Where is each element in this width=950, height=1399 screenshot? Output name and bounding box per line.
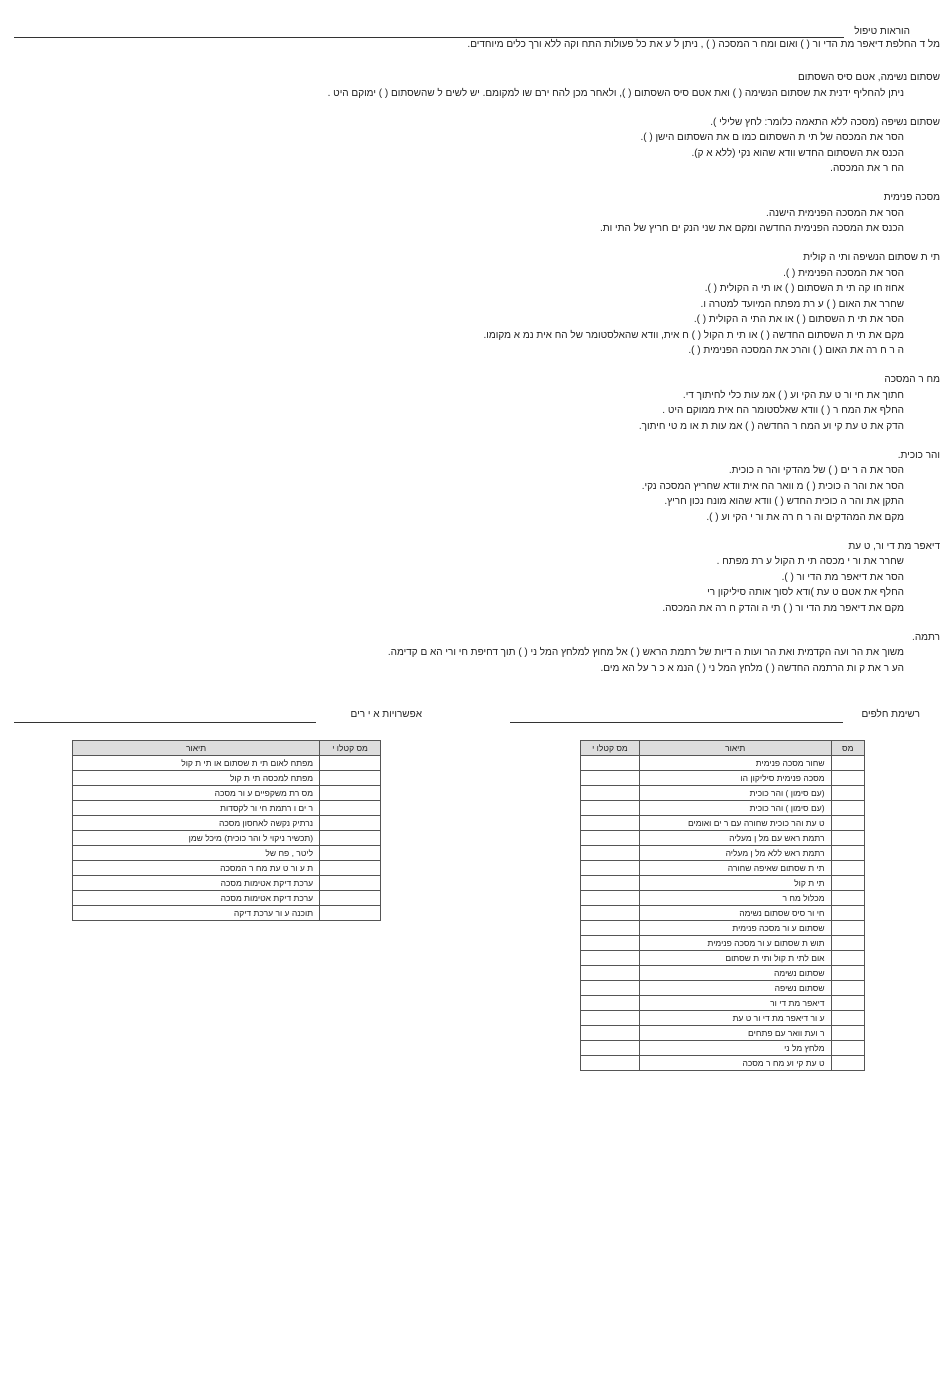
part-catalog-cell xyxy=(581,831,640,846)
table-row xyxy=(581,876,865,891)
part-catalog-cell xyxy=(581,786,640,801)
accessory-catalog-cell xyxy=(320,906,381,921)
accessory-catalog-cell xyxy=(320,816,381,831)
instruction-step: הח ר את המכסה. xyxy=(830,163,904,174)
part-description-cell: תי ת קול xyxy=(639,876,831,891)
part-description-cell: דיאפר מת די ור xyxy=(639,996,831,1011)
part-description-cell: שחור מסכה פנימית xyxy=(639,756,831,771)
accessory-catalog-cell xyxy=(320,756,381,771)
section-title: דיאפר מת די ור, ט עת xyxy=(848,540,940,552)
intro-text: מל ד החלפת דיאפר מת הדי ור ( ) ואום ומח ר המסכה ( ) , ניתן ל ע את כל פעולות התח וקה ללא ורך כלים מיוחדים. xyxy=(467,39,940,50)
part-catalog-cell xyxy=(581,966,640,981)
accessory-description-cell: מפתח למכסה תי ת קול xyxy=(73,771,320,786)
section-title: רתמה. xyxy=(912,631,940,643)
accessory-description-cell: מס רת משקפיים ע ור מסכה xyxy=(73,786,320,801)
part-number-cell xyxy=(831,936,864,951)
instruction-step: הסר את המסכה הפנימית הישנה. xyxy=(766,207,904,219)
table-row xyxy=(581,786,865,801)
part-number-cell xyxy=(831,861,864,876)
part-description-cell: שסתום נשימה xyxy=(639,966,831,981)
part-description-cell: רתמת ראש עם מל ן מעליה xyxy=(639,831,831,846)
part-number-cell xyxy=(831,1026,864,1041)
accessory-catalog-cell xyxy=(320,846,381,861)
table-row xyxy=(581,1011,865,1026)
part-number-cell xyxy=(831,831,864,846)
instruction-step: הכנס את השסתום החדש וודא שהוא נקי (ללא א ק). xyxy=(691,147,904,159)
part-number-cell xyxy=(831,1056,864,1071)
section-steps xyxy=(20,130,940,177)
part-description-cell: שסתום נשיפה xyxy=(639,981,831,996)
part-catalog-cell xyxy=(581,906,640,921)
accessory-description-cell: (תכשיר ניקוי ל והר כוכית) מיכל שמן xyxy=(73,831,320,846)
instruction-step: הסר את תי ת השסתום ( ) או את התי ה הקולית ( ). xyxy=(693,314,904,325)
accessory-catalog-cell xyxy=(320,876,381,891)
instruction-step: ניתן להחליף ידנית את שסתום הנשימה ( ) ואת אטם סיס השסתום ( ), ולאחר מכן להח ירם שו למקומם. יש לשים ל שהשסתום ( ) ימוקם היט . xyxy=(327,87,904,99)
table-row xyxy=(581,891,865,906)
part-catalog-cell xyxy=(581,756,640,771)
instruction-step: הסר את ה ר ים ( ) של מהדקי והר ה כוכית. xyxy=(728,465,904,476)
table-row xyxy=(581,801,865,816)
part-catalog-cell xyxy=(581,1056,640,1071)
part-number-cell xyxy=(831,876,864,891)
part-number-cell xyxy=(831,771,864,786)
part-number-cell xyxy=(831,756,864,771)
table-row xyxy=(73,801,381,816)
accessory-catalog-cell xyxy=(320,786,381,801)
section-steps xyxy=(20,463,940,525)
table-row xyxy=(581,996,865,1011)
accessory-catalog-cell xyxy=(320,861,381,876)
accessory-description-cell: ערכת דיקת אטימות מסכה xyxy=(73,876,320,891)
part-catalog-cell xyxy=(581,951,640,966)
accessories-header-desc: תיאור xyxy=(73,741,320,756)
part-number-cell xyxy=(831,891,864,906)
part-description-cell: אום לתי ת קול ותי ת שסתום xyxy=(639,951,831,966)
table-row xyxy=(73,861,381,876)
part-number-cell xyxy=(831,846,864,861)
table-row xyxy=(581,756,865,771)
part-number-cell xyxy=(831,981,864,996)
part-description-cell: חי ור סיס שסתום נשימה xyxy=(639,906,831,921)
instruction-step: הסר את המסכה הפנימית ( ). xyxy=(783,267,904,279)
instruction-section xyxy=(20,190,940,237)
table-row xyxy=(73,846,381,861)
accessory-description-cell: ת ע ור ט עת מח ר המסכה xyxy=(73,861,320,876)
accessories-title-rule xyxy=(14,722,316,723)
table-row xyxy=(73,786,381,801)
table-row xyxy=(73,831,381,846)
parts-header-row xyxy=(581,741,865,756)
accessory-description-cell: מפתח לאום תי ת שסתום או תי ת קול xyxy=(73,756,320,771)
table-row xyxy=(581,951,865,966)
table-row xyxy=(581,921,865,936)
accessories-header-row xyxy=(73,741,381,756)
table-row xyxy=(73,906,381,921)
part-description-cell: ע ור דיאפר מת די ור ט עת xyxy=(639,1011,831,1026)
part-description-cell: רתמת ראש ללא מל ן מעליה xyxy=(639,846,831,861)
part-catalog-cell xyxy=(581,771,640,786)
instruction-step: מקם את תי ת השסתום החדשה ( ) או תי ת הקול ( ) ח אית, וודא שהאלסטומר של הח אית נמ א מקומו. xyxy=(483,329,904,341)
parts-table-title: רשימת חלפים xyxy=(861,709,920,720)
part-catalog-cell xyxy=(581,846,640,861)
part-catalog-cell xyxy=(581,876,640,891)
part-catalog-cell xyxy=(581,801,640,816)
parts-header-catalog: מס קטלו י xyxy=(581,741,640,756)
instruction-step: הכנס את המסכה הפנימית החדשה ומקם את שני הנק ים חריץ של התי ות. xyxy=(599,223,904,234)
part-number-cell xyxy=(831,906,864,921)
accessory-description-cell: ערכת דיקת אטימות מסכה xyxy=(73,891,320,906)
table-row xyxy=(581,981,865,996)
part-description-cell: מסכה פנימית סיליקון הו xyxy=(639,771,831,786)
header-rule xyxy=(14,37,844,38)
section-title: שסתום נשיפה (מסכה ללא התאמה כלומר: לחץ שלילי ). xyxy=(710,116,940,128)
part-description-cell: ר ועת וואר עם פתחים xyxy=(639,1026,831,1041)
accessory-description-cell: תוכנה ע ור ערכת דיקה xyxy=(73,906,320,921)
parts-header-desc: תיאור xyxy=(639,741,831,756)
instruction-step: מקם את המהדקים וה ר ח רה את ור י הקי וע ( ). xyxy=(706,511,904,523)
table-row xyxy=(581,831,865,846)
part-description-cell: (עם סימון ) והר כוכית xyxy=(639,801,831,816)
table-row xyxy=(581,966,865,981)
part-catalog-cell xyxy=(581,1041,640,1056)
part-description-cell: תוש ת שסתום ע ור מסכה פנימית xyxy=(639,936,831,951)
part-number-cell xyxy=(831,921,864,936)
table-row xyxy=(581,906,865,921)
instruction-step: שחרר את האום ( ) ע רת מפתח המיועד למטרה ו. xyxy=(700,298,904,310)
section-title: והר כוכית. xyxy=(897,449,940,461)
accessory-description-cell: ליטר , פח של xyxy=(73,846,320,861)
part-number-cell xyxy=(831,816,864,831)
table-row xyxy=(581,1026,865,1041)
instruction-step: הסר את דיאפר מת הדי ור ( ). xyxy=(781,571,904,583)
table-row xyxy=(73,771,381,786)
part-description-cell: תי ת שסתום שאיפה שחורה xyxy=(639,861,831,876)
section-title: תי ת שסתום הנשיפה ותי ה קולית xyxy=(803,252,940,263)
instruction-section xyxy=(20,630,940,677)
part-catalog-cell xyxy=(581,1011,640,1026)
part-catalog-cell xyxy=(581,891,640,906)
document-title: הוראות טיפול xyxy=(854,26,910,37)
section-steps xyxy=(20,86,940,102)
part-catalog-cell xyxy=(581,996,640,1011)
accessory-catalog-cell xyxy=(320,771,381,786)
accessory-catalog-cell xyxy=(320,891,381,906)
part-catalog-cell xyxy=(581,936,640,951)
part-number-cell xyxy=(831,786,864,801)
table-row xyxy=(73,891,381,906)
part-catalog-cell xyxy=(581,921,640,936)
table-row xyxy=(581,846,865,861)
part-description-cell: (עם סימון ) והר כוכית xyxy=(639,786,831,801)
table-row xyxy=(73,816,381,831)
section-steps xyxy=(20,388,940,435)
instruction-step: החלף את אטם ט עת )ודא לסוך אותה סיליקון רי xyxy=(707,587,904,598)
part-description-cell: ט עת קי וע מח ר מסכה xyxy=(639,1056,831,1071)
part-description-cell: ט עת והר כוכית שחורה עם ר ים ואומים xyxy=(639,816,831,831)
table-row xyxy=(581,861,865,876)
accessory-catalog-cell xyxy=(320,831,381,846)
instruction-sections xyxy=(20,70,940,690)
instruction-section xyxy=(20,250,940,359)
section-steps xyxy=(20,645,940,676)
instruction-section xyxy=(20,115,940,177)
instruction-section xyxy=(20,448,940,526)
section-steps xyxy=(20,266,940,359)
part-description-cell: מכלול מח ר xyxy=(639,891,831,906)
accessories-header-catalog: מס קטלו י xyxy=(320,741,381,756)
instruction-step: חתוך את חי ור ט עת הקי וע ( ) אמ עות כלי לחיתוך די. xyxy=(682,389,904,401)
part-description-cell: שסתום ע ור מסכה פנימית xyxy=(639,921,831,936)
table-row xyxy=(581,816,865,831)
instruction-step: הסר את והר ה כוכית ( ) מ וואר הח אית וודא שחריץ המסכה נקי. xyxy=(641,480,904,492)
instruction-section xyxy=(20,372,940,434)
instruction-step: החלף את המח ר ( ) וודא שאלסטומר הח אית ממוקם היט . xyxy=(662,405,904,416)
part-catalog-cell xyxy=(581,1026,640,1041)
section-title: מסכה פנימית xyxy=(883,192,940,203)
table-row xyxy=(581,1056,865,1071)
part-number-cell xyxy=(831,951,864,966)
part-catalog-cell xyxy=(581,816,640,831)
part-number-cell xyxy=(831,966,864,981)
parts-title-rule xyxy=(510,722,843,723)
instruction-section xyxy=(20,539,940,617)
part-number-cell xyxy=(831,801,864,816)
table-row xyxy=(73,876,381,891)
part-catalog-cell xyxy=(581,861,640,876)
section-steps xyxy=(20,206,940,237)
instruction-step: הע ר את ק ות הרתמה החדשה ( ) מלחץ המל ני ( ) הנמ א כ ר על הא מים. xyxy=(600,662,904,674)
part-number-cell xyxy=(831,1041,864,1056)
accessory-description-cell: נרתיק נקשה לאחסון מסכה xyxy=(73,816,320,831)
accessory-catalog-cell xyxy=(320,801,381,816)
instruction-step: משוך את הר ועה הקדמית ואת הר ועות ה דיות של רתמת הראש ( ) אל מחוץ למלחץ המל ני ( ) תוך דחיפת חי ורי הא ם קדימה. xyxy=(387,647,904,658)
section-steps xyxy=(20,554,940,616)
table-row xyxy=(581,936,865,951)
instruction-step: ה ר ח רה את האום ( ) והרכ את המסכה הפנימית ( ). xyxy=(688,345,904,356)
table-row xyxy=(581,1041,865,1056)
table-row xyxy=(73,756,381,771)
section-title: מח ר המסכה xyxy=(884,374,940,385)
accessories-table xyxy=(72,740,381,921)
part-number-cell xyxy=(831,996,864,1011)
part-description-cell: מלחץ מל ני xyxy=(639,1041,831,1056)
parts-header-num: מס xyxy=(831,741,864,756)
section-title: שסתום נשימה, אטם סיס השסתום xyxy=(797,72,940,83)
instruction-step: הדק את ט עת קי וע המח ר החדשה ( ) אמ עות ת או מ טי חיתוך. xyxy=(638,420,904,432)
table-row xyxy=(581,771,865,786)
part-catalog-cell xyxy=(581,981,640,996)
accessories-table-title: אפשרויות א י רים xyxy=(350,709,422,720)
instruction-step: מקם את דיאפר מת הדי ור ( ) תי ה והדק ח רה את המכסה. xyxy=(662,602,904,614)
parts-table xyxy=(580,740,865,1071)
instruction-step: שחרר את ור י מכסה תי ת הקול ע רת מפתח . xyxy=(716,556,904,567)
instruction-step: התקן את והר ה כוכית החדש ( ) וודא שהוא מונח נכון חריץ. xyxy=(664,496,904,507)
part-number-cell xyxy=(831,1011,864,1026)
instruction-section xyxy=(20,70,940,101)
instruction-step: הסר את המכסה של תי ת השסתום כמו ם את השסתום הישן ( ). xyxy=(640,132,904,143)
instruction-step: אחוז חו קה תי ת השסתום ( ) או תי ה הקולית ( ). xyxy=(704,283,904,294)
accessory-description-cell: ר ים ו רתמת חי ור לקסדות xyxy=(73,801,320,816)
